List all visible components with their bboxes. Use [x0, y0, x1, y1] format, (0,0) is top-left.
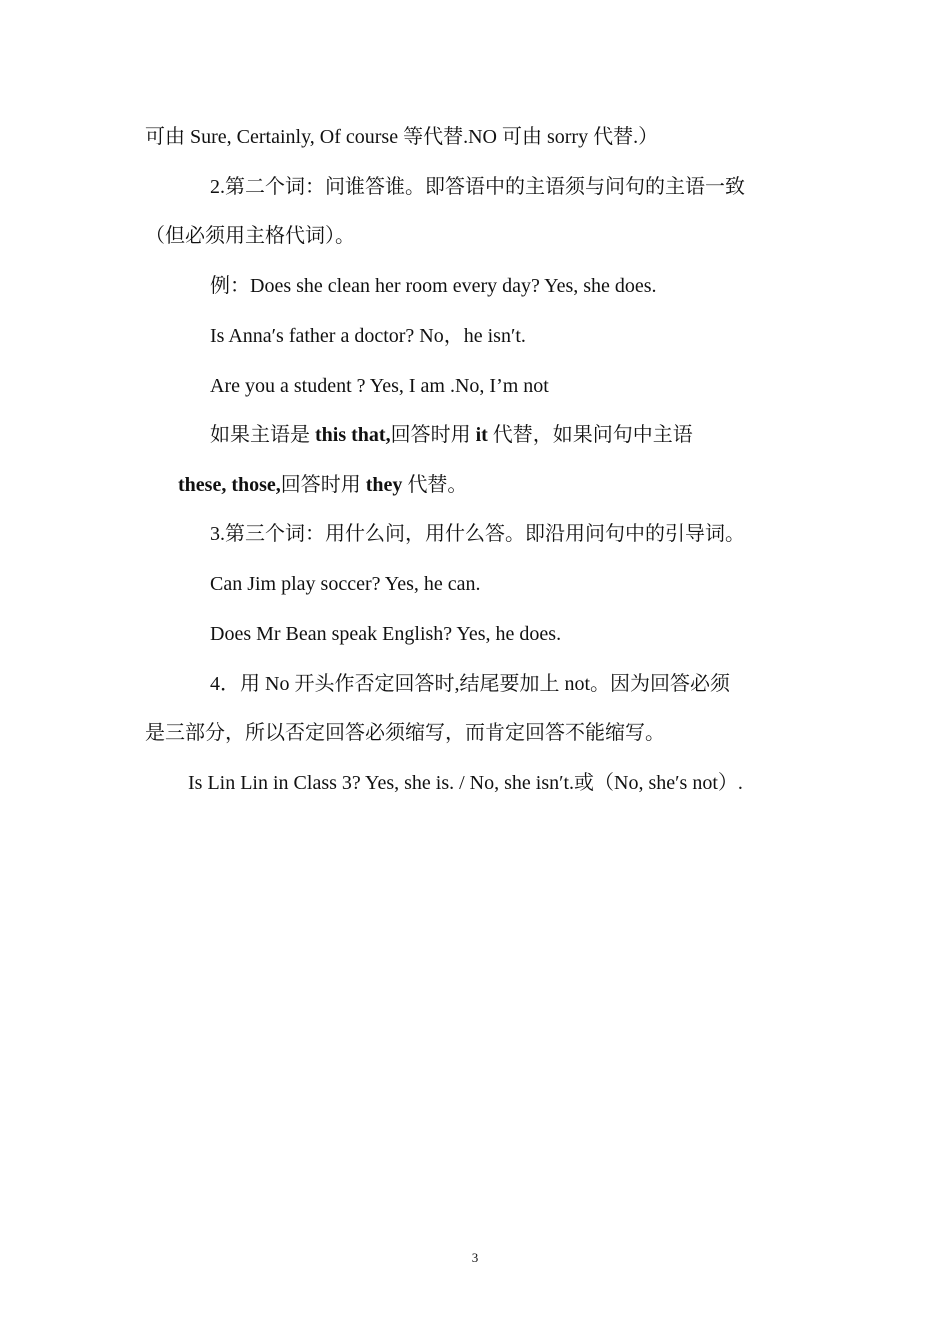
text-segment: 如果主语是: [210, 424, 315, 446]
example-line-6: Is Lin Lin in Class 3? Yes, she is. / No, she isn′t.或（No, she′s not）.: [188, 772, 743, 794]
text-segment: 代替。: [402, 474, 468, 496]
text-line-rule-2: 2.第二个词：问谁答谁。即答语中的主语须与问句的主语一致: [210, 176, 745, 198]
bold-term-this-that: this that,: [315, 424, 391, 446]
example-line-5: Does Mr Bean speak English? Yes, he does.: [210, 623, 562, 645]
bold-term-it: it: [475, 424, 488, 446]
text-line-subject-rule: [210, 421, 693, 449]
text-line-alternatives: 可由 Sure, Certainly, Of course 等代替.NO 可由 sorry 代替.）: [145, 126, 659, 148]
page-number: 3: [471, 1250, 479, 1265]
bold-term-these-those: these, those,: [178, 474, 281, 496]
text-line-rule-4: 4．用 No 开头作否定回答时,结尾要加上 not。因为回答必须: [210, 673, 730, 695]
example-line-3: Are you a student ? Yes, I am .No, I’m not: [210, 375, 549, 397]
text-line-rule-2-cont: （但必须用主格代词）。: [145, 225, 355, 247]
text-line-subject-rule-cont: [178, 471, 467, 499]
text-line-rule-4-cont: 是三部分，所以否定回答必须缩写，而肯定回答不能缩写。: [145, 722, 665, 744]
text-line-rule-3: 3.第三个词：用什么问，用什么答。即沿用问句中的引导词。: [210, 523, 745, 545]
bold-term-they: they: [365, 474, 403, 496]
text-segment: 回答时用: [390, 424, 476, 446]
example-line-4: Can Jim play soccer? Yes, he can.: [210, 573, 481, 595]
example-line-2: Is Anna′s father a doctor? No，he isn′t.: [210, 325, 526, 347]
text-segment: 回答时用: [280, 474, 366, 496]
example-line-1: 例：Does she clean her room every day? Yes, she does.: [210, 275, 657, 297]
text-segment: 代替，如果问句中主语: [487, 424, 693, 446]
